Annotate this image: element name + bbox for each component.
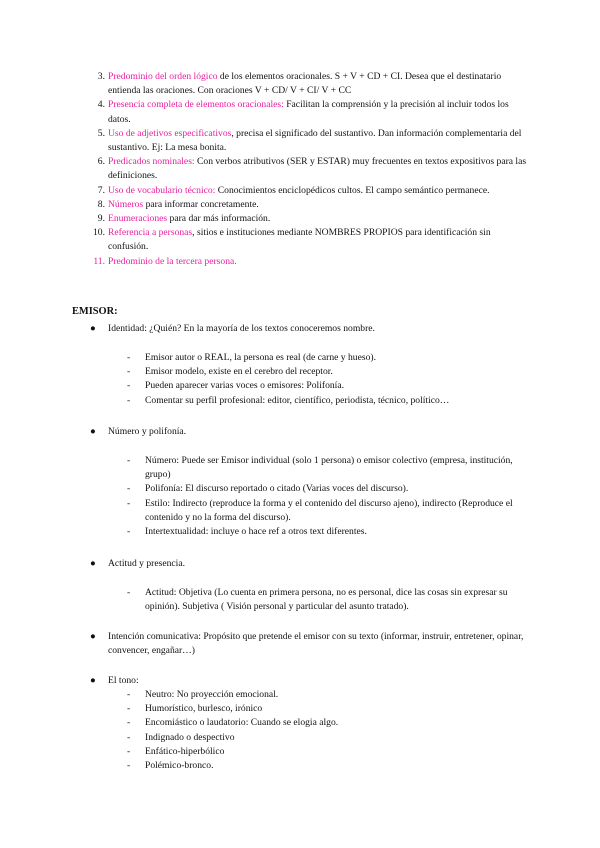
- dash-icon: -: [127, 483, 131, 495]
- list-item: [72, 226, 532, 254]
- item-text: para informar concretamente.: [143, 198, 259, 210]
- numero-sublist: [127, 454, 527, 539]
- bullet-identidad: [90, 322, 548, 336]
- bullet-intencion: [90, 630, 548, 658]
- sublist-item: [127, 702, 527, 716]
- bullet-text: Intención comunicativa: Propósito que pretende el emisor con su texto (informar, instruir, entretener, opinar, convencer, engañar…): [108, 631, 524, 657]
- identidad-sublist: [127, 351, 527, 408]
- emisor-heading: EMISOR:: [72, 306, 118, 317]
- list-number: 8.: [97, 198, 105, 210]
- sublist-item: [127, 525, 527, 539]
- sublist-item: [127, 351, 527, 365]
- bullet-text: Identidad: ¿Quién? En la mayoría de los textos conoceremos nombre.: [108, 323, 375, 334]
- dash-icon: -: [127, 497, 131, 509]
- sublist-text: Número: Puede ser Emisor individual (solo 1 persona) o emisor colectivo (empresa, institución, grupo): [145, 455, 513, 481]
- dash-icon: -: [127, 760, 131, 772]
- list-item: [72, 70, 532, 98]
- dash-icon: -: [127, 717, 131, 729]
- dash-icon: -: [127, 745, 131, 757]
- sublist-item: [127, 379, 527, 393]
- bullet-icon: ●: [90, 558, 96, 569]
- sublist-item: [127, 497, 527, 525]
- item-text: , sitios e instituciones mediante NOMBRES PROPIOS para identificación sin confusión.: [108, 227, 491, 253]
- list-number: 7.: [97, 184, 105, 196]
- bullet-text: Actitud y presencia.: [108, 558, 185, 569]
- sublist-text: Encomiástico o laudatorio: Cuando se elogia algo.: [145, 717, 339, 729]
- dash-icon: -: [127, 380, 131, 392]
- list-item: [72, 155, 532, 183]
- list-number: 3.: [97, 71, 105, 82]
- sublist-item: [127, 365, 527, 379]
- list-item: [72, 127, 532, 155]
- dash-icon: -: [127, 394, 131, 406]
- dash-icon: -: [127, 366, 131, 378]
- list-number: 9.: [97, 213, 105, 225]
- highlight-text: Números: [108, 198, 144, 210]
- sublist-text: Polémico-bronco.: [145, 760, 214, 772]
- bullet-numero: [90, 425, 548, 439]
- list-item: [72, 212, 532, 226]
- sublist-text: Enfático-hiperbólico: [145, 745, 225, 757]
- list-item: [72, 184, 532, 198]
- dash-icon: -: [127, 587, 131, 598]
- sublist-text: Estilo: Indirecto (reproduce la forma y el contenido del discurso ajeno), indirecto (Reproduce el contenido y no la forma del discurso).: [145, 497, 513, 523]
- item-text: Facilitan la comprensión y la precisión al incluir todos los datos.: [108, 99, 509, 125]
- highlight-text: Enumeraciones: [108, 213, 168, 225]
- list-number: 4.: [97, 99, 105, 111]
- sublist-item: [127, 688, 527, 702]
- list-number: 6.: [97, 156, 105, 168]
- sublist-item: [127, 394, 527, 408]
- highlight-text: Uso de adjetivos especificativos: [108, 127, 232, 139]
- highlight-text: Presencia completa de elementos oracionales:: [108, 99, 284, 111]
- bullet-icon: ●: [90, 426, 96, 437]
- sublist-item: [127, 731, 527, 745]
- list-item: [72, 198, 532, 212]
- dash-icon: -: [127, 352, 131, 363]
- dash-icon: -: [127, 703, 131, 715]
- item-text: de los elementos oracionales. S + V + CD + CI. Desea que el destinatario entienda las oraciones. Con oraciones V + CD/ V + CI/ V + CC: [108, 71, 502, 97]
- sublist-text: Actitud: Objetiva (Lo cuenta en primera persona, no es personal, dice las cosas sin expresar su opinión). Subjetiva ( Visión personal y particular del asunto tratado).: [145, 587, 508, 613]
- item-text: Conocimientos enciclopédicos cultos. El campo semántico permanece.: [215, 184, 490, 196]
- tono-sublist: [127, 688, 527, 773]
- bullet-icon: ●: [90, 675, 96, 686]
- bullet-icon: ●: [90, 631, 96, 642]
- sublist-text: Comentar su perfil profesional: editor, científico, periodista, técnico, político…: [145, 394, 450, 406]
- list-item: [72, 255, 532, 269]
- bullet-tono: [90, 674, 548, 688]
- highlight-text: Predominio de la tercera persona.: [108, 255, 237, 267]
- sublist-text: Emisor autor o REAL, la persona es real (de carne y hueso).: [145, 352, 376, 363]
- dash-icon: -: [127, 455, 131, 466]
- sublist-text: Polifonía: El discurso reportado o citado (Varias voces del discurso).: [145, 483, 409, 495]
- list-number: 10.: [93, 227, 105, 239]
- bullet-text: El tono:: [108, 675, 139, 686]
- bullet-text: Número y polifonía.: [108, 426, 187, 437]
- numbered-list: [72, 70, 532, 269]
- actitud-sublist: [127, 586, 527, 614]
- bullet-actitud: [90, 557, 548, 571]
- sublist-text: Pueden aparecer varias voces o emisores: Polifonía.: [145, 380, 345, 392]
- sublist-text: Neutro: No proyección emocional.: [145, 689, 279, 700]
- list-number: 11.: [93, 255, 105, 267]
- list-number: 5.: [97, 127, 105, 139]
- sublist-text: Indignado o despectivo: [145, 731, 235, 743]
- dash-icon: -: [127, 526, 131, 538]
- sublist-item: [127, 716, 527, 730]
- highlight-text: Predominio del orden lógico: [108, 71, 218, 82]
- sublist-item: [127, 745, 527, 759]
- sublist-item: [127, 482, 527, 496]
- bullet-icon: ●: [90, 323, 96, 334]
- sublist-text: Humorístico, burlesco, irónico: [145, 703, 263, 715]
- sublist-item: [127, 586, 527, 614]
- highlight-text: Referencia a personas: [108, 227, 193, 239]
- sublist-item: [127, 454, 527, 482]
- item-text: , precisa el significado del sustantivo. Dan información complementaria del sustantivo. Ej: La mesa bonita.: [108, 127, 522, 154]
- sublist-text: Intertextualidad: incluye o hace ref a otros text diferentes.: [145, 526, 367, 538]
- sublist-item: [127, 759, 527, 773]
- item-text: para dar más información.: [167, 213, 271, 225]
- sublist-text: Emisor modelo, existe en el cerebro del receptor.: [145, 366, 333, 378]
- highlight-text: Predicados nominales:: [108, 156, 195, 168]
- item-text: Con verbos atributivos (SER y ESTAR) muy frecuentes en textos expositivos para las definiciones.: [108, 156, 527, 182]
- list-item: [72, 98, 532, 126]
- dash-icon: -: [127, 689, 131, 700]
- dash-icon: -: [127, 731, 131, 743]
- highlight-text: Uso de vocabulario técnico:: [108, 184, 216, 196]
